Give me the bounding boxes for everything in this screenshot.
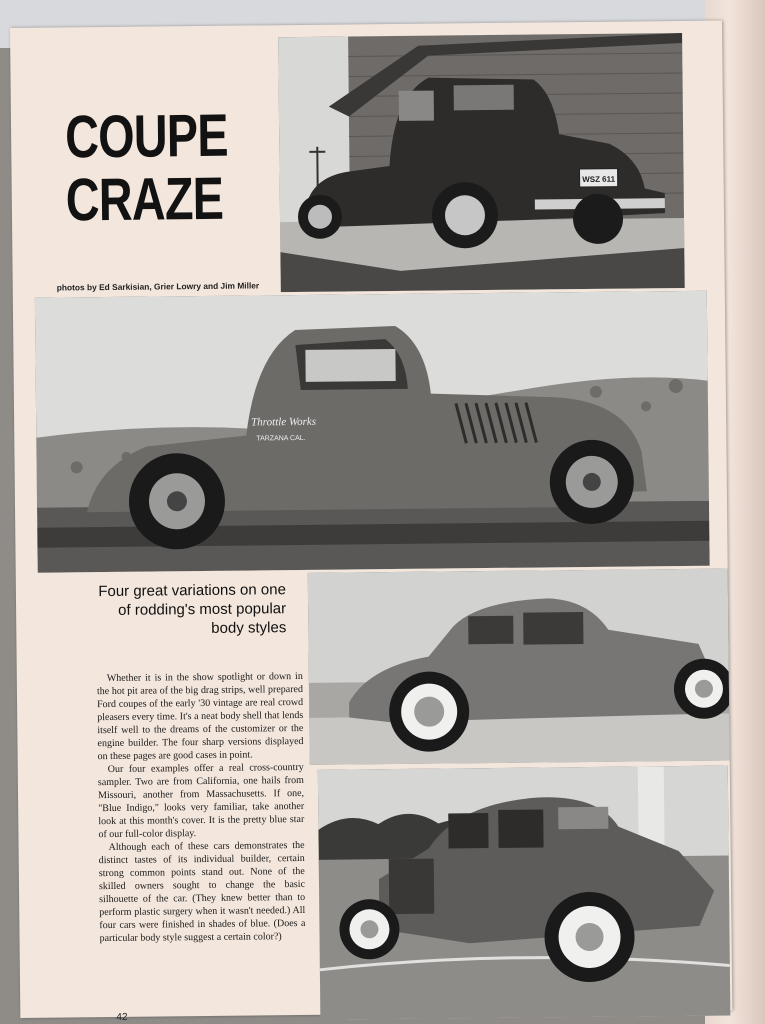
title-line-2: CRAZE bbox=[65, 164, 224, 234]
door-lettering-1: Throttle Works bbox=[251, 415, 317, 429]
photo-coupe-whitewalls bbox=[308, 569, 730, 765]
title-line-1: COUPE bbox=[64, 101, 229, 171]
license-plate-text: WSZ 611 bbox=[582, 174, 616, 185]
door-lettering-2: TARZANA CAL. bbox=[256, 434, 306, 443]
photo-coupe-rear-view bbox=[278, 33, 685, 292]
body-paragraph-2: Our four examples offer a real cross-country sampler. Two are from California, one hails from Missouri, another from Massachusetts. If one, "Blue Indigo," looks very familiar, take another look at this month's cover. It is the pretty blue star of our full-color display. bbox=[97, 761, 305, 841]
photo-coupe-side-profile bbox=[35, 291, 710, 573]
body-paragraph-1: Whether it is in the show spotlight or down in the hot pit area of the big drag strips, well prepared Ford coupes of the early '30 vintage are real crowd pleasers every time. It's a neat body shell that lends itself well to the dreams of the customizer or the engine builder. The four sharp versions displayed on these pages are good cases in point. bbox=[96, 670, 304, 763]
magazine-page bbox=[10, 21, 732, 1023]
article-body bbox=[97, 670, 306, 945]
photo-coupe-front-three-quarter bbox=[318, 766, 731, 1020]
article-subhead: Four great variations on one of rodding's most popular body styles bbox=[98, 581, 287, 637]
page-number: 42 bbox=[116, 1011, 128, 1023]
body-paragraph-3: Although each of these cars demonstrates the distinct tastes of its individual builder, certain strong common points stand out. None of the skilled owners sought to change the basic silhouette of the car. (They knew better than to perform plastic surgery when it wasn't needed.) All four cars were finished in shades of blue. (Does a particular body style suggest a certain color?) bbox=[98, 839, 306, 945]
photo-credits: photos by Ed Sarkisian, Grier Lowry and Jim Miller bbox=[56, 280, 260, 293]
article-title bbox=[64, 101, 229, 234]
